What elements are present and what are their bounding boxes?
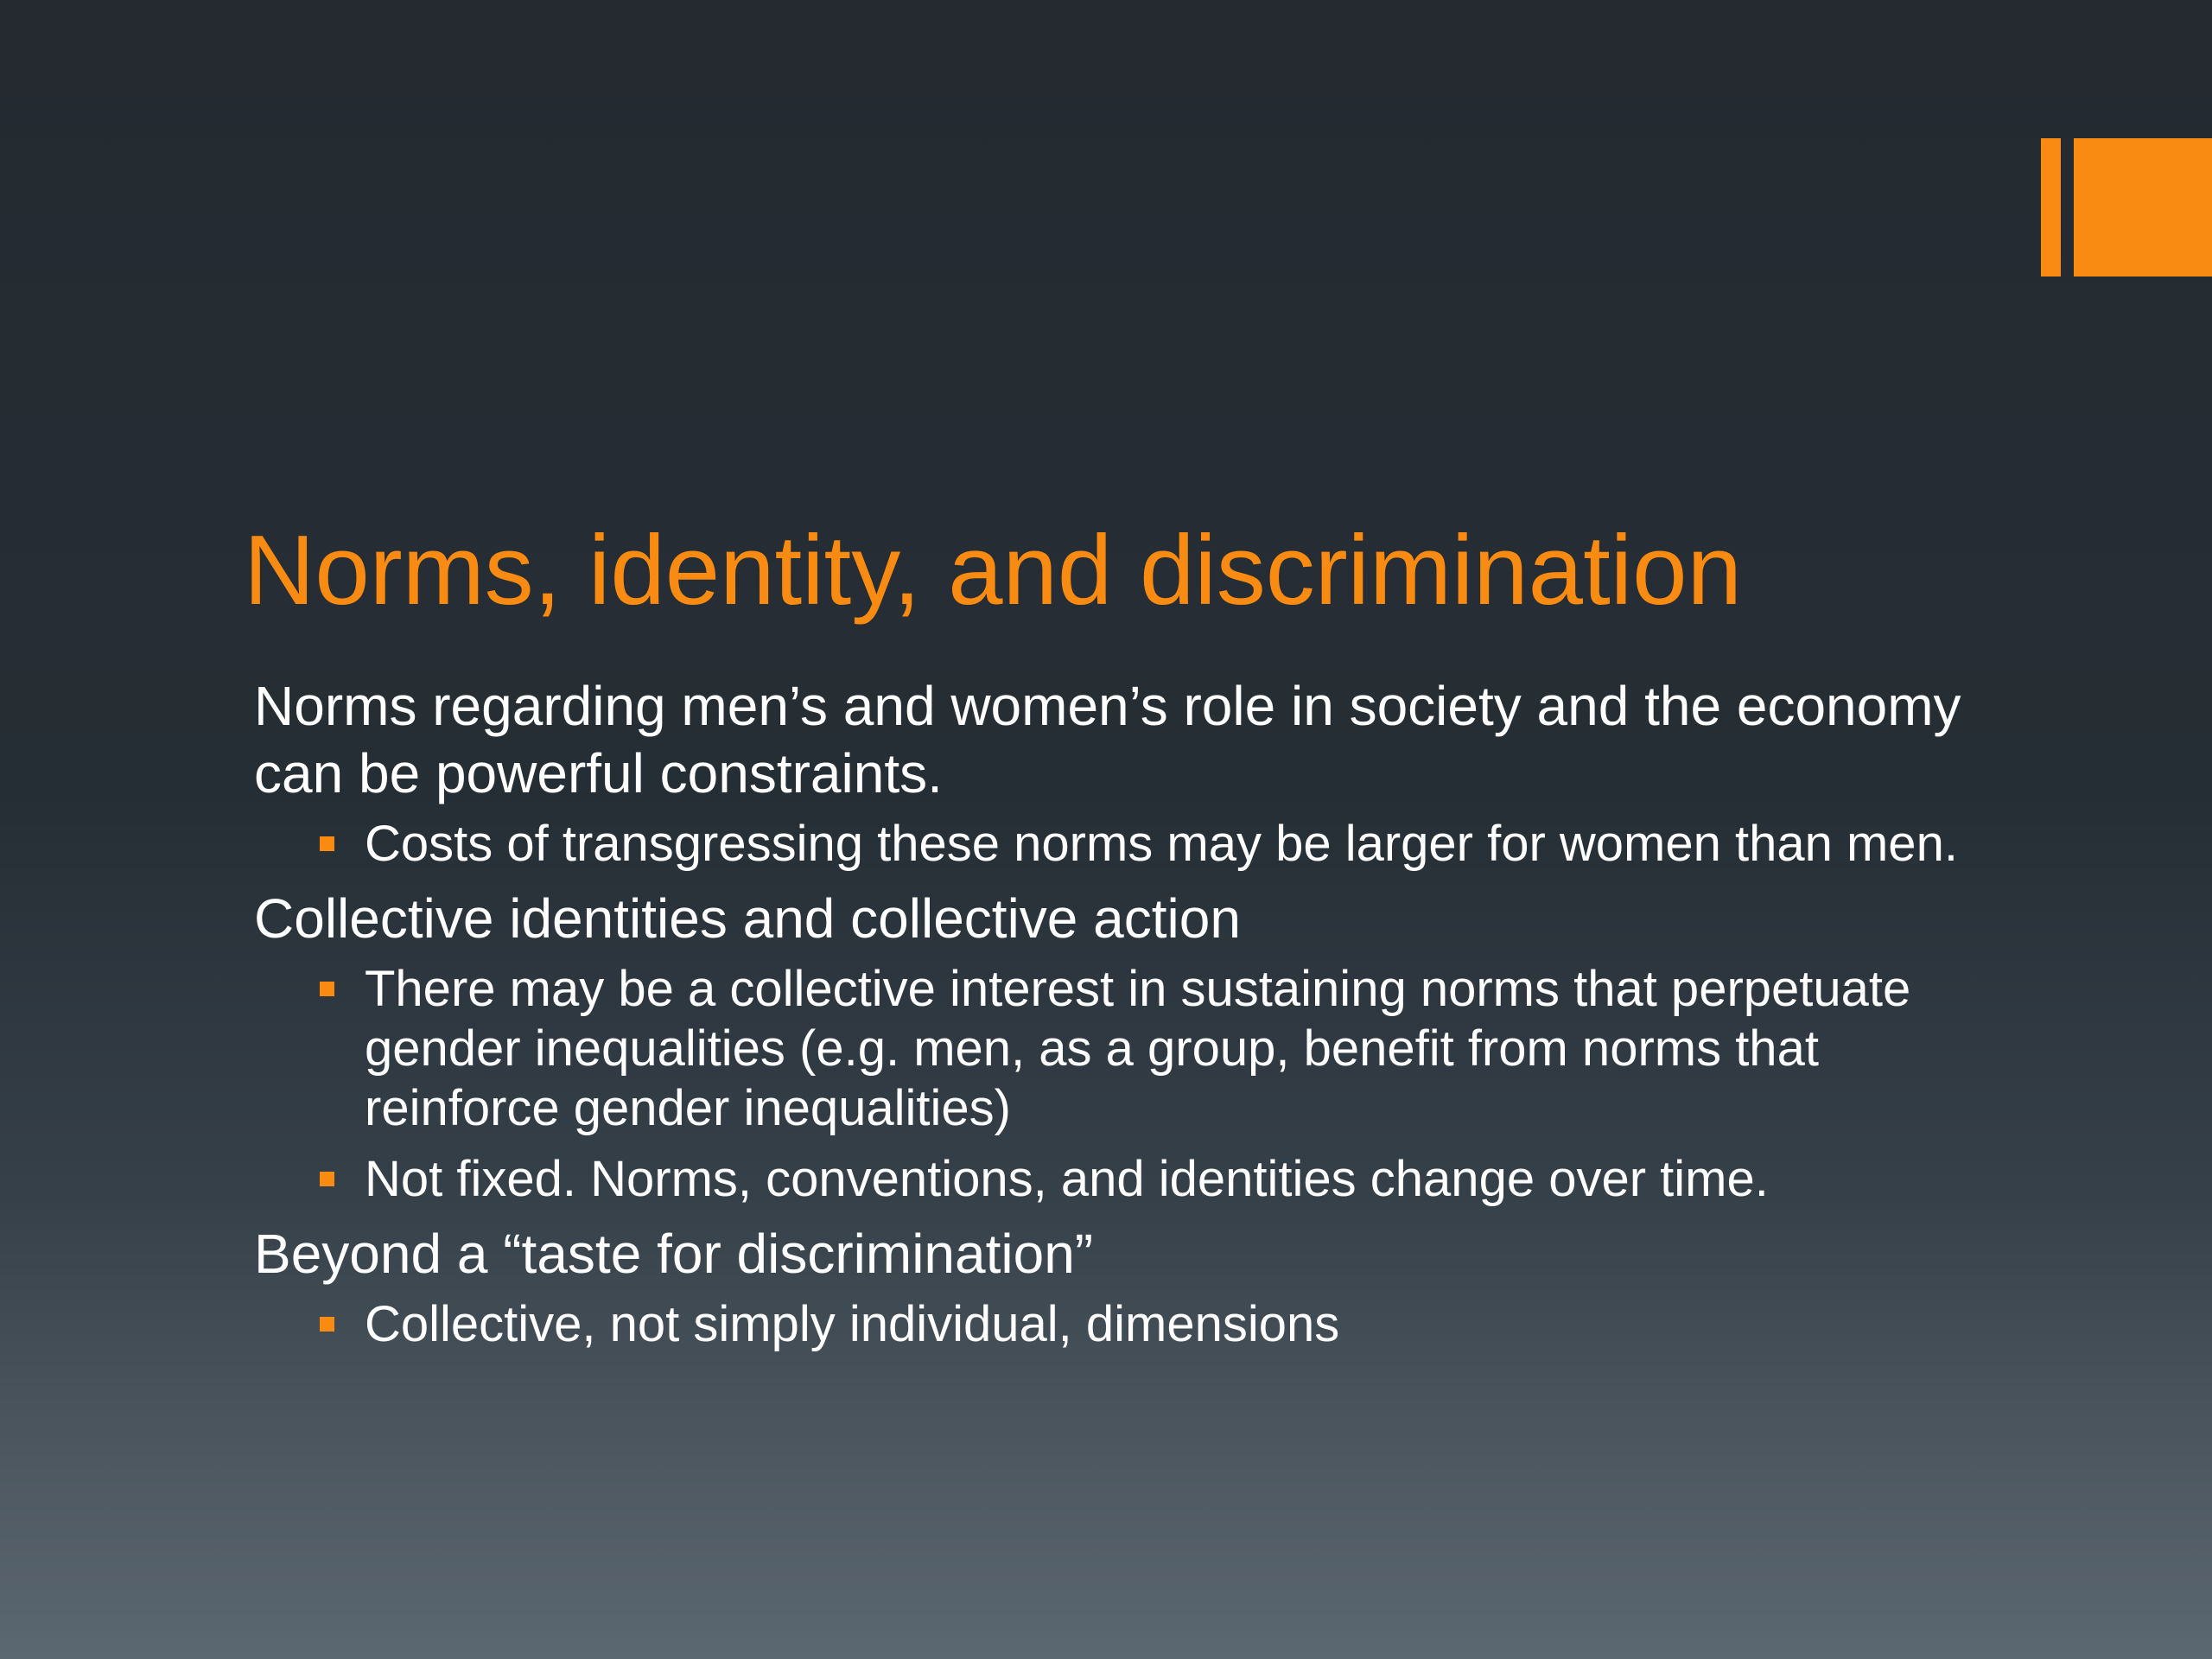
sub-bullet-collective-dimensions — [365, 1294, 1982, 1354]
sub-bullet-costs — [365, 814, 1982, 874]
sub-bullet-text: There may be a collective interest in sustaining norms that perpetuate gender inequalities (e.g. men, as a group, benefit from norms that reinforce gender inequalities) — [365, 961, 1911, 1136]
accent-block — [2074, 138, 2212, 276]
square-bullet-icon — [320, 1172, 334, 1186]
bullet-beyond-taste: Beyond a “taste for discrimination” — [254, 1223, 1094, 1285]
sub-list-beyond — [254, 1294, 1982, 1354]
sub-list-norms — [254, 814, 1982, 874]
sub-bullet-text: Collective, not simply individual, dimensions — [365, 1296, 1340, 1352]
sub-bullet-not-fixed — [365, 1149, 1982, 1209]
slide-title: Norms, identity, and discrimination — [244, 516, 1742, 626]
sub-bullet-text: Not fixed. Norms, conventions, and identities change over time. — [365, 1151, 1769, 1207]
sub-list-collective — [254, 959, 1982, 1209]
square-bullet-icon — [320, 982, 334, 996]
accent-bar-thin — [2041, 138, 2061, 276]
sub-bullet-text: Costs of transgressing these norms may be larger for women than men. — [365, 816, 1958, 872]
bullet-collective-identities: Collective identities and collective action — [254, 887, 1241, 950]
sub-bullet-collective-interest — [365, 959, 1982, 1138]
bullet-norms-constraints: Norms regarding men’s and women’s role in society and the economy can be powerful constraints. — [254, 675, 1961, 804]
square-bullet-icon — [320, 836, 334, 851]
slide-body — [254, 672, 1982, 1365]
square-bullet-icon — [320, 1317, 334, 1332]
